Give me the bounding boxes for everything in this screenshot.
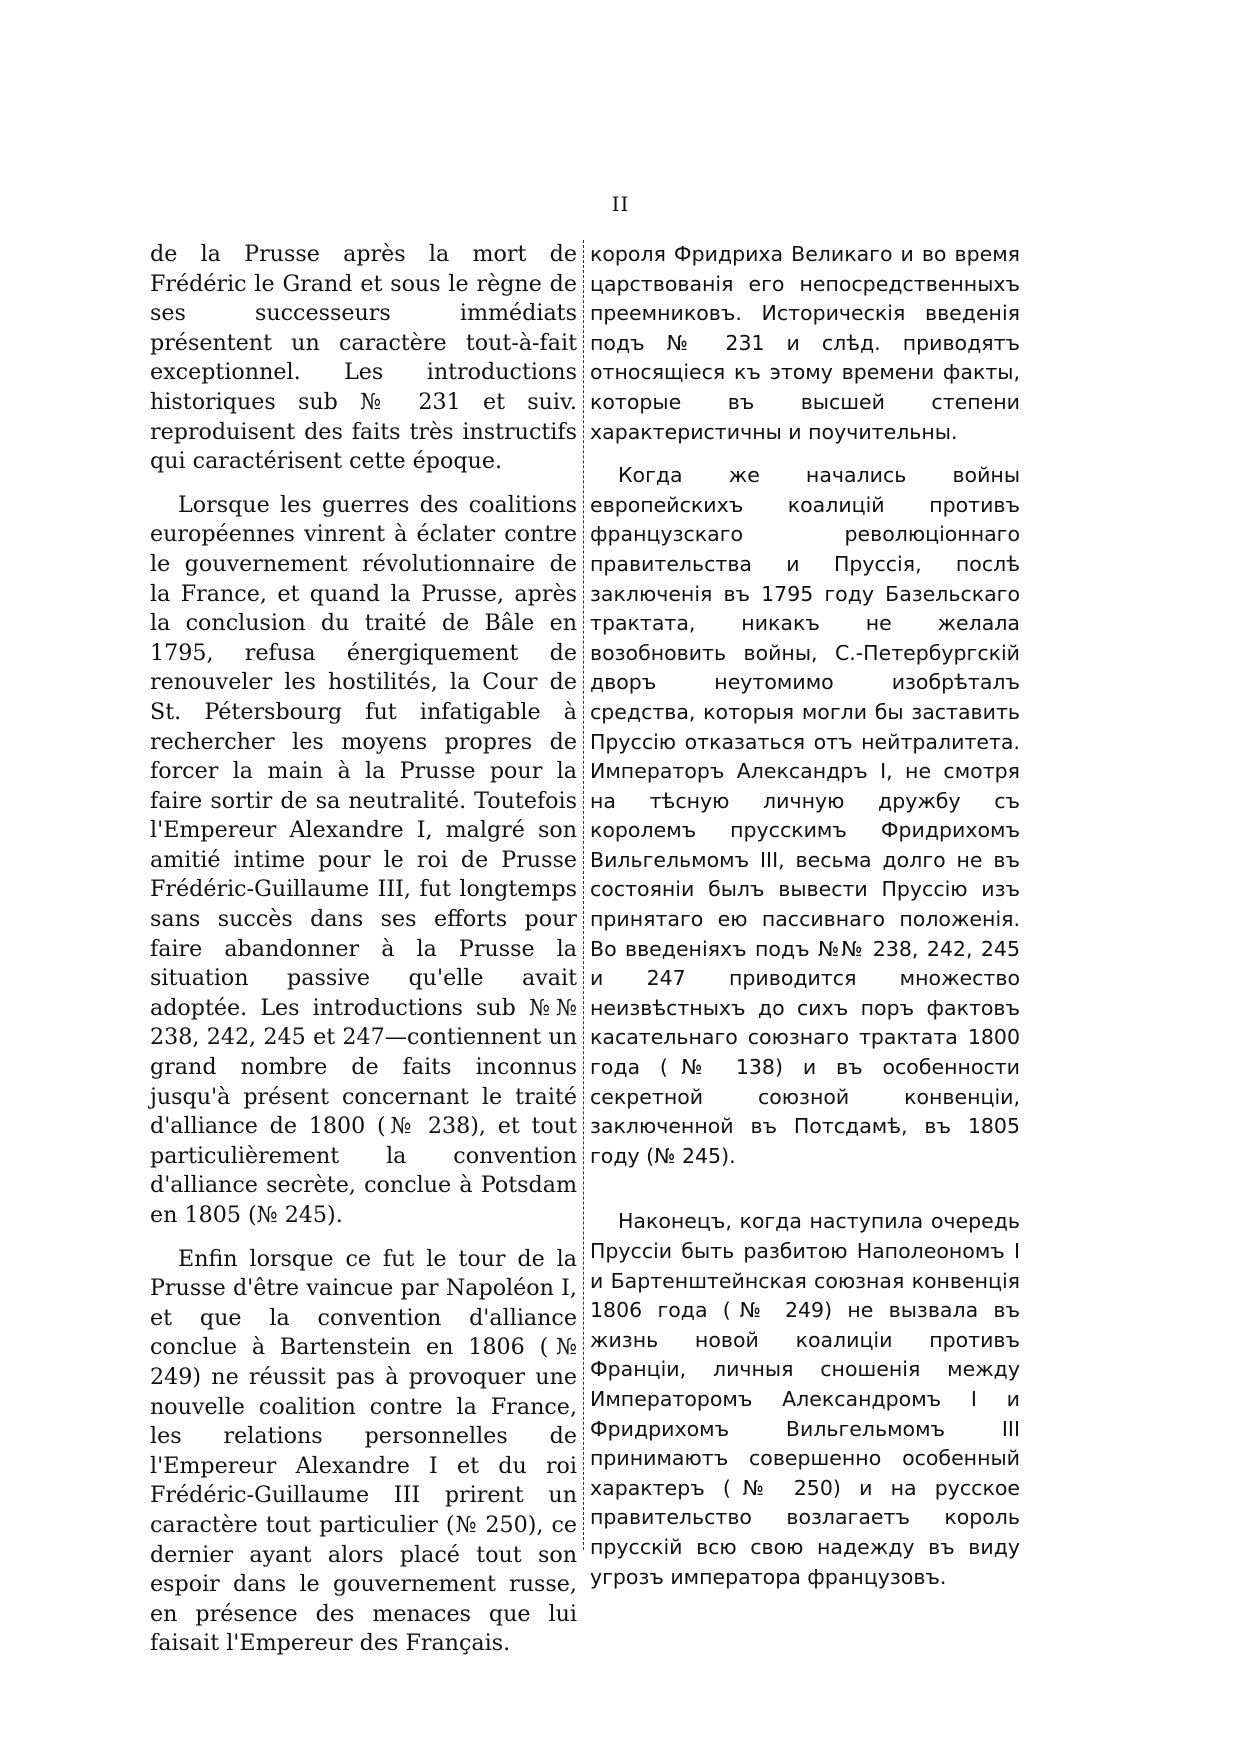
russian-paragraph-3: Наконецъ, когда наступила очередь Пруссіи быть разбитою Наполеономъ I и Бартенштейнская союзная конвенція 1806 года (№ 249) не вызвала въ жизнь новой коалиціи противъ Франціи, личныя сношенія между Императоромъ Александромъ I и Фридрихомъ Вильгельмомъ III принимаютъ совершенно особенный характеръ (№ 250) и на русское правительство возлагаетъ король прусскій всю свою надежду въ виду угрозъ императора французовъ. <box>590 1209 1020 1589</box>
french-column <box>150 240 577 1673</box>
russian-paragraph-1: короля Фридриха Великаго и во время царствованія его непосредственныхъ преемниковъ. Историческія введенія подъ № 231 и слѣд. приводятъ относящіеся къ этому времени факты, которые въ высшей степени характеристичны и поучительны. <box>590 242 1020 444</box>
russian-paragraph-2: Когда же начались войны европейскихъ коалицій противъ французскаго революціоннаго правительства и Пруссія, послѣ заключенія въ 1795 году Базельскаго трактата, никакъ не желала возобновить войны, С.-Петербургскій дворъ неутомимо изобрѣталъ средства, которыя могли бы заставить Пруссію отказаться отъ нейтралитета. Императоръ Александръ I, не смотря на тѣсную личную дружбу съ королемъ прусскимъ Фридрихомъ Вильгельмомъ III, весьма долго не въ состояніи былъ вывести Пруссію изъ принятаго ею пассивнаго положенія. Во введеніяхъ подъ №№ 238, 242, 245 и 247 приводится множество неизвѣстныхъ до сихъ поръ фактовъ касательнаго союзнаго трактата 1800 года (№ 138) и въ особенности секретной союзной конвенціи, заключенной въ Потсдамѣ, въ 1805 году (№ 245). <box>590 463 1020 1168</box>
french-paragraph-1: de la Prusse après la mort de Frédéric le Grand et sous le règne de ses successeurs immédiats présentent un caractère tout-à-fait exceptionnel. Les introductions historiques sub № 231 et suiv. reproduisent des faits très instructifs qui caractérisent cette époque. <box>150 241 577 475</box>
page-number: II <box>611 192 630 216</box>
russian-column <box>590 240 1020 1606</box>
french-paragraph-2: Lorsque les guerres des coalitions européennes vinrent à éclater contre le gouvernement révolutionnaire de la France, et quand la Prusse, après la conclusion du traité de Bâle en 1795, refusa énergiquement de renouveler les hostilités, la Cour de St. Pétersbourg fut infatigable à rechercher les moyens propres de forcer la main à la Prusse pour la faire sortir de sa neutralité. Toutefois l'Empereur Alexandre I, malgré son amitié intime pour le roi de Prusse Frédéric-Guillaume III, fut longtemps sans succès dans ses efforts pour faire abandonner à la Prusse la situation passive qu'elle avait adoptée. Les introductions sub №№ 238, 242, 245 et 247—contiennent un grand nombre de faits inconnus jusqu'à présent concernant le traité d'alliance de 1800 (№ 238), et tout particulièrement la convention d'alliance secrète, conclue à Potsdam en 1805 (№ 245). <box>150 491 577 1228</box>
column-divider <box>583 240 584 1550</box>
french-paragraph-3: Enfin lorsque ce fut le tour de la Prusse d'être vaincue par Napoléon I, et que la convention d'alliance conclue à Bartenstein en 1806 (№ 249) ne réussit pas à provoquer une nouvelle coalition contre la France, les relations personnelles de l'Empereur Alexandre I et du roi Frédéric-Guillaume III prirent un caractère tout particulier (№ 250), ce dernier ayant alors placé tout son espoir dans le gouvernement russe, en présence des menaces que lui faisait l'Empereur des Français. <box>150 1245 577 1657</box>
